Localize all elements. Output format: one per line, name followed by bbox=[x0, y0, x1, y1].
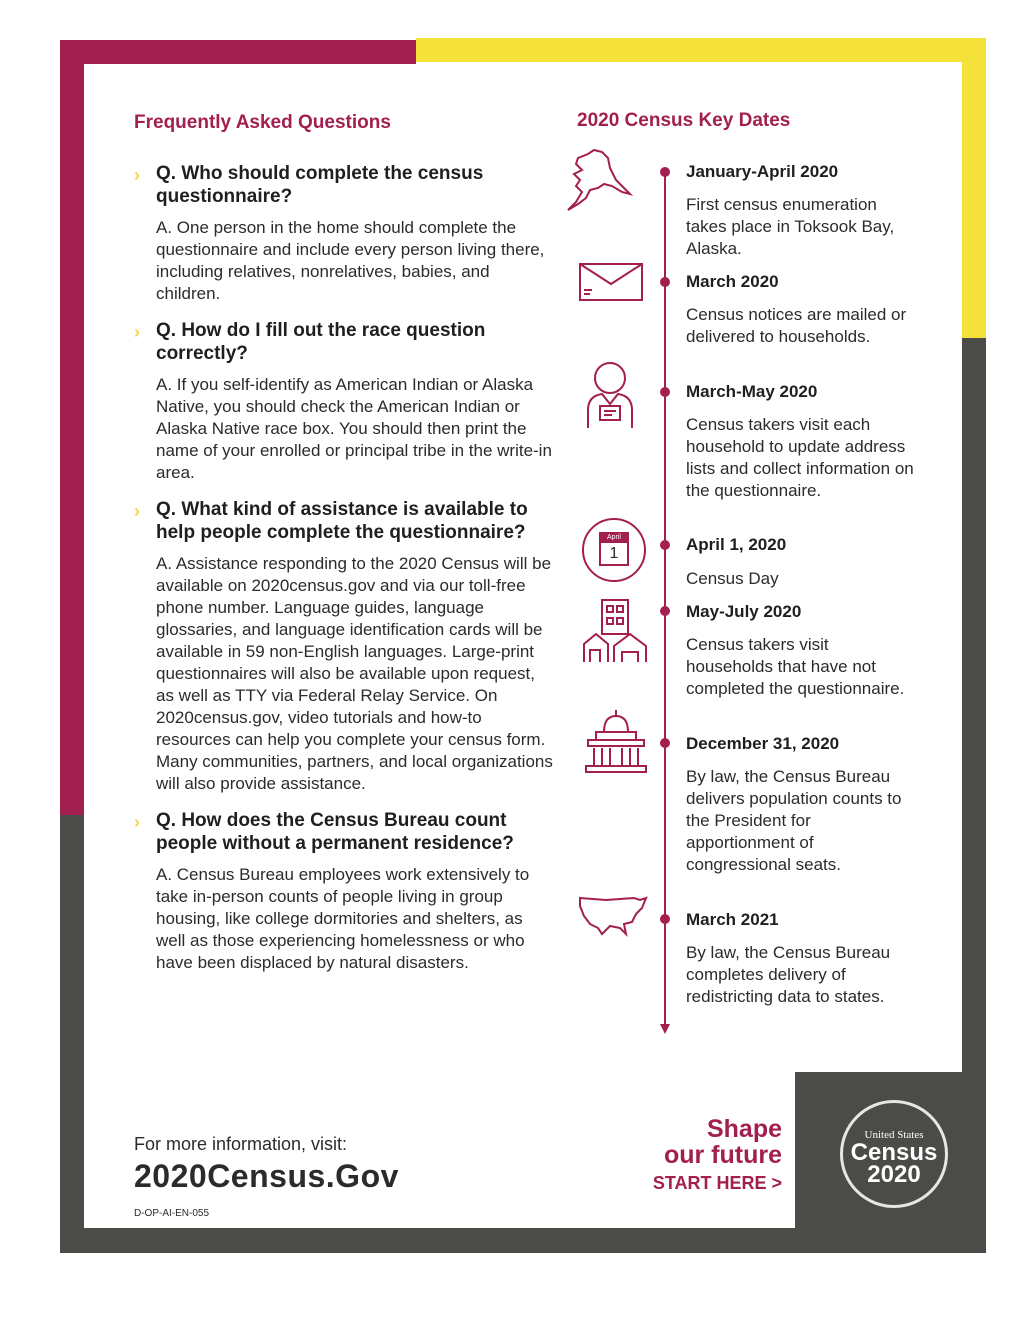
census-taker-icon bbox=[584, 360, 636, 430]
faq-list bbox=[134, 162, 554, 988]
event-date: March-May 2020 bbox=[686, 382, 818, 401]
chevron-right-icon: › bbox=[134, 165, 140, 185]
document-code: D-OP-AI-EN-055 bbox=[134, 1208, 210, 1219]
event-date: December 31, 2020 bbox=[686, 734, 840, 753]
border-top-maroon bbox=[60, 40, 416, 64]
event-description: Census Day bbox=[686, 569, 779, 588]
tagline-line2: our future bbox=[663, 1141, 782, 1169]
faq-question: Q. How does the Census Bureau count people without a permanent residence? bbox=[156, 810, 514, 854]
timeline-line bbox=[664, 170, 666, 1028]
calendar-icon bbox=[578, 517, 650, 583]
alaska-map-icon bbox=[564, 146, 636, 216]
us-map-icon bbox=[576, 894, 648, 940]
event-description: First census enumeration takes place in Toksook Bay, Alaska. bbox=[686, 195, 895, 258]
logo-line2: Census bbox=[850, 1139, 938, 1166]
faq-answer: A. Census Bureau employees work extensively to take in-person counts of people living in group housing, like college dormitories and shelters, as well as those experiencing homelessness or who have been displaced by natural disasters. bbox=[156, 865, 530, 972]
event-description: Census takers visit each household to update address lists and collect information on the questionnaire. bbox=[686, 415, 914, 500]
timeline-dot bbox=[660, 606, 670, 616]
timeline-dot bbox=[660, 914, 670, 924]
timeline-dot bbox=[660, 277, 670, 287]
faq-question: Q. Who should complete the census questionnaire? bbox=[156, 163, 484, 207]
timeline-dot bbox=[660, 540, 670, 550]
event-date: March 2020 bbox=[686, 272, 779, 291]
border-left-maroon bbox=[60, 40, 84, 815]
start-here-link[interactable]: START HERE > bbox=[652, 1173, 782, 1193]
tagline-line1: Shape bbox=[706, 1115, 782, 1143]
logo-line1: United States bbox=[864, 1129, 924, 1141]
calendar-month: April bbox=[606, 534, 621, 541]
border-top-yellow bbox=[416, 38, 986, 62]
timeline-dot bbox=[660, 167, 670, 177]
buildings-icon bbox=[580, 598, 650, 664]
faq-item bbox=[134, 162, 554, 305]
event-date: March 2021 bbox=[686, 910, 779, 929]
event-description: Census notices are mailed or delivered to households. bbox=[686, 305, 907, 346]
faq-item bbox=[134, 319, 554, 484]
chevron-right-icon: › bbox=[134, 812, 140, 832]
capitol-icon bbox=[582, 708, 650, 774]
chevron-right-icon: › bbox=[134, 322, 140, 342]
more-info-label: For more information, visit: bbox=[134, 1134, 348, 1154]
chevron-right-icon: › bbox=[134, 501, 140, 521]
faq-question: Q. What kind of assistance is available to help people complete the questionnaire? bbox=[156, 499, 528, 543]
event-date: April 1, 2020 bbox=[686, 535, 787, 554]
event-description: By law, the Census Bureau delivers population counts to the President for apportionment of congressional seats. bbox=[686, 767, 902, 874]
faq-answer: A. One person in the home should complete the questionnaire and include every person living there, including relatives, nonrelatives, babies, and children. bbox=[156, 218, 545, 303]
faq-answer: A. Assistance responding to the 2020 Census will be available on 2020census.gov and via our toll-free phone number. Language guides, language glossaries, and language identification cards will be available in 59 non-English languages. Large-print questionnaires will also be available upon request, as well as TTY via Federal Relay Service. On 2020census.gov, video tutorials and how-to resources can help you complete your census form. Many communities, partners, and local organizations will also provide assistance. bbox=[156, 554, 553, 793]
website-link[interactable]: 2020Census.Gov bbox=[134, 1158, 399, 1194]
census-2020-logo bbox=[840, 1100, 948, 1208]
border-right-yellow bbox=[962, 38, 986, 338]
faq-heading: Frequently Asked Questions bbox=[134, 112, 391, 133]
event-description: By law, the Census Bureau completes delivery of redistricting data to states. bbox=[686, 943, 891, 1006]
calendar-day: 1 bbox=[609, 545, 619, 562]
faq-item bbox=[134, 498, 554, 795]
envelope-icon bbox=[578, 262, 644, 302]
border-left-gray bbox=[60, 815, 84, 1253]
tagline bbox=[653, 1116, 782, 1198]
faq-item bbox=[134, 809, 554, 974]
timeline-arrow-icon bbox=[660, 1024, 670, 1034]
key-dates-heading: 2020 Census Key Dates bbox=[577, 110, 791, 131]
faq-answer: A. If you self-identify as American Indian or Alaska Native, you should check the American Indian or Alaska Native race box. You should then print the name of your enrolled or principal tribe in the write-in area. bbox=[156, 375, 552, 482]
timeline-dot bbox=[660, 387, 670, 397]
timeline-dot bbox=[660, 738, 670, 748]
event-date: May-July 2020 bbox=[686, 602, 802, 621]
faq-question: Q. How do I fill out the race question correctly? bbox=[156, 320, 486, 364]
event-date: January-April 2020 bbox=[686, 162, 839, 181]
event-description: Census takers visit households that have not completed the questionnaire. bbox=[686, 635, 905, 698]
logo-line3: 2020 bbox=[867, 1161, 921, 1188]
